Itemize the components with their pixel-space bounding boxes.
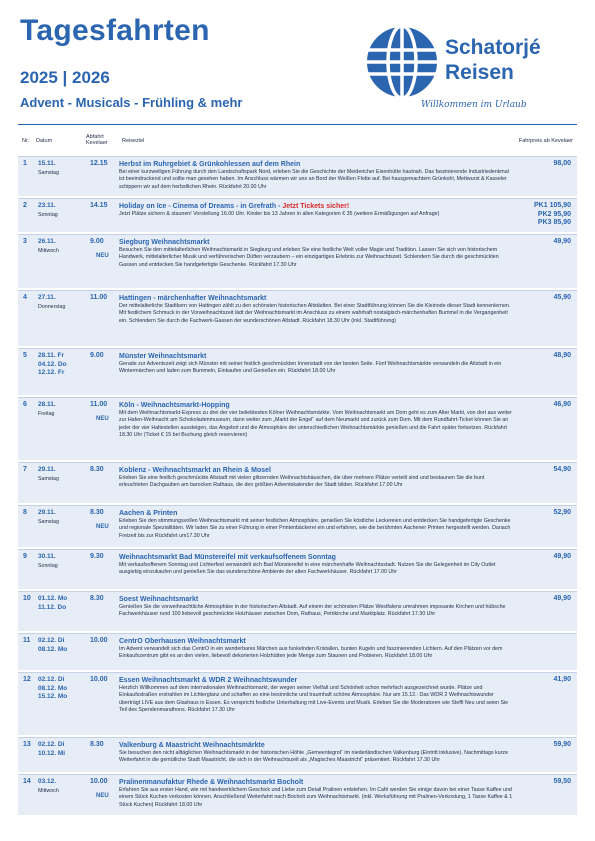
trip-date: 27.11. Donnerstag [38,294,66,310]
trip-description: Bei einer kurzweiligen Führung durch den Landschaftspark Nord, erleben Sie die Geschichte der Meidericher Eisenhütte hautnah. Das faszinierende Industriedenkmal ist beeindruckend und sollte man gesehen haben. Im Anschluss wärmen wir uns an Bord der Weißen Flotte auf. Bei hausgemachtem Grünkohl, Mettwurst & Kasseler schippern wir auf dem herbstlichen Rhein. Rückfahrt 20.00 Uhr [119,169,509,190]
trip-description: Mit dem Weihnachtsmarkt-Express zu drei der vier beliebtesten Kölner Weihnachtsmärkte. Vom Weihnachtsmarkt am Dom geht es zum Alter Markt, von dort aus weiter zur Hafen-Weihnacht am Schokoladenmuseum, dann weiter zum „Markt der Engel“ auf dem Neumarkt und zurück zum Dom. Mit dem Rundfahrt-Ticket können Sie an jeder der vier Haltestellen aussteigen, das Angebot und die Atmosphäre der unterschiedlichen Weihnachtsmärkte genießen und die Fahrt später fortsetzen. Rückfahrt 18.30 Uhr (Ticket € 15 bei Buchung gleich reservieren) [119,410,512,438]
col-preis: Fahrpreis ab Kevelaer [518,138,573,144]
trip-title: Aachen & Printen [119,510,178,517]
trip-body [119,294,513,325]
trip-title: Weihnachtsmarkt Bad Münstereifel mit verkaufsoffenem Sonntag [119,554,336,561]
trip-price: 49,90 [553,595,571,602]
trip-title: Essen Weihnachtsmarkt & WDR 2 Weihnachtswunder [119,677,298,684]
trip-body [119,553,513,577]
trip-table [18,156,577,817]
trip-date: 29.11. Samstag [38,509,59,525]
trip-description: Im Advent verwandelt sich das CentrO in ein wunderbares Märchen aus funkelnden Kristallen, bunten Kugeln und faszinierenden Lichtern. Auf den Plätzen vor dem Einkaufszentrum gibt es an den vielen, liebevoll dekorierten Holzhütten jede Menge zum Staunen und Probieren. Rückfahrt 18.00 Uhr [119,646,503,660]
col-datum: Datum [36,138,53,144]
departure-time: 11.00 [90,401,108,408]
trip-price: 54,90 [553,466,571,473]
trip-date: 02.12. Di 08.12. Mo 15.12. Mo [38,676,68,700]
page-title: Tagesfahrten [20,14,210,47]
trip-number: 6 [23,401,27,408]
trip-price: 46,90 [553,401,571,408]
trip-row [18,290,577,346]
trip-row [18,505,577,547]
trip-body [119,401,513,439]
new-badge: NEU [96,416,109,422]
col-reiseziel: Reiseziel [122,138,145,144]
trip-row [18,672,577,735]
new-badge: NEU [96,524,109,530]
trip-title: Herbst im Ruhrgebiet & Grünkohlessen auf dem Rhein [119,161,301,168]
trip-title: CentrO Oberhausen Weihnachtsmarkt [119,638,246,645]
trip-weekday: Samstag [38,518,59,525]
trip-number: 4 [23,294,27,301]
trip-description: Besuchen Sie den mittelalterlichen Weihnachtsmarkt in Siegburg und erleben Sie eine festliche Welt voller Magie und Tradition. Lassen Sie sich von historischem Handwerk, mittelalterlicher Musik und verführerischen Düften verzaubern – ein einzigartiges Erlebnis zur Weihnachtszeit. Schlendern Sie durch die geschmückten Gassen und entdecken Sie handgefertigte Geschenke. Rückfahrt 17.30 Uhr [119,247,499,268]
trip-date: 02.12. Di 10.12. Mi [38,741,66,757]
trip-weekday: Samstag [38,169,59,176]
departure-time: 14.15 [90,202,108,209]
trip-body [119,778,513,809]
trip-weekday: Donnerstag [38,303,66,310]
trip-date: 15.11. Samstag [38,160,59,176]
trip-body [119,595,513,619]
trip-weekday: Freitag [38,410,55,417]
trip-body [119,509,513,540]
col-nr: Nr. [22,138,30,144]
table-header [18,134,577,154]
trip-number: 9 [23,553,27,560]
trip-price: 59,90 [553,741,571,748]
trip-price: 98,00 [553,160,571,167]
trip-date: 03.12. Mittwoch [38,778,59,794]
trip-title: Münster Weihnachtsmarkt [119,353,207,360]
trip-body [119,637,513,661]
trip-title: Holiday on Ice - Cinema of Dreams - in Grefrath - Jetzt Tickets sicher! [119,203,350,210]
trip-body [119,238,513,269]
trip-weekday: Mittwoch [38,787,59,794]
new-badge: NEU [96,793,109,799]
trip-price: 49,90 [553,238,571,245]
trip-date: 02.12. Di 08.12. Mo [38,637,68,653]
col-abfahrt: Abfahrt Kevelaer [86,134,108,146]
departure-time: 10.00 [90,637,108,644]
trip-row [18,348,577,395]
trip-weekday: Mittwoch [38,247,59,254]
header-divider [18,124,577,125]
trip-description: Mit verkaufsoffenem Sonntag und Lichterfest verwandelt sich Bad Münstereifel in eine märchenhafte Weihnachtsstadt. Nutzen Sie die Gelegenheit im City Outlet ausgiebig einzukaufen und genießen Sie das wunderschöne Ambiente der alten Fachwerkhäuser. Rückfahrt 17.00 Uhr [119,562,496,576]
trip-date: 29.11. Samstag [38,466,59,482]
trip-body [119,352,513,376]
trip-title: Siegburg Weihnachtsmarkt [119,239,210,246]
trip-body [119,676,513,714]
trip-date: 01.12. Mo 11.12. Do [38,595,68,611]
trip-row [18,397,577,460]
trip-row [18,774,577,815]
trip-title: Soest Weihnachtsmarkt [119,596,199,603]
trip-number: 10 [23,595,31,602]
trip-description: Erleben Sie den stimmungsvollen Weihnachtsmarkt mit seiner festlichen Atmosphäre, genießen Sie köstliche Leckereien und entdecken Sie handgefertigte Geschenke und regionale Spezialitäten. Wir laden Sie zu einer Führung in einer Printenbäckerei ein und erfahren, wie die berühmten Aachener Printen hergestellt werden. Danach Freizeit bis zur Rückfahrt um17.30 Uhr [119,518,511,539]
trip-price: PK1 105,90 PK2 95,90 PK3 85,90 [534,202,571,226]
trip-row [18,462,577,503]
trip-description: Erleben Sie eine festlich geschmückte Altstadt mit vielen glitzernden Weihnachtshäuschen, die über mehrere Plätze verteilt sind und bestaunen Sie die bunt erleuchteten Dachgauben am barocken Rathaus, die den größten Adventskalender der Stadt bilden. Rückfahrt 17.00 Uhr [119,475,485,489]
subtitle: Advent - Musicals - Frühling & mehr [20,95,243,110]
new-badge: NEU [96,253,109,259]
trip-number: 12 [23,676,31,683]
brand-name-line2: Reisen [445,61,514,84]
trip-price: 59,50 [553,778,571,785]
departure-time: 10.00 [90,676,108,683]
trip-title: Hattingen - märchenhafter Weihnachtsmarkt [119,295,267,302]
departure-time: 9.30 [90,553,104,560]
trip-title: Valkenburg & Maastricht Weihnachtsmärkte [119,742,265,749]
trip-price: 45,90 [553,294,571,301]
trip-description: Der mittelalterliche Stadtkern von Hattingen zählt zu den schönsten historischen Altstädten. Bei einer Stadtführung können Sie die Kleinode dieser Stadt kennenlernen. Mit festlichem Schmuck in der Vorweihnachtszeit lädt der Weihnachtsmarkt im Anschluss zu einem wahrhaft nostalgisch-märchenhaften Bummel in die Vergangenheit ein. Schlendern Sie durch die Fachwerk-Gassen der wunderschönen Altstadt. Rückfahrt 18.30 Uhr (inkl. Stadtführung) [119,303,511,324]
trip-number: 5 [23,352,27,359]
trip-description: Genießen Sie die vorweihnachtliche Atmosphäre in der historischen Altstadt. Auf einem der schönsten Plätze Westfalens umrahmen imposante Kirchen und hübsche Fachwerkhäuser rund 100 liebevoll geschmückte Holzhäuser zwischen Dom, Rathaus, Petrikirche und Marktplatz. Rückfahrt 17.30 Uhr [119,604,506,618]
trip-row [18,234,577,288]
trip-price: 52,90 [553,509,571,516]
globe-logo-icon [362,22,442,102]
trip-weekday: Sonntag [38,211,58,218]
trip-description: Sie besuchen den nicht alltäglichen Weihnachtsmarkt in der historischen Höhle „Gemeentegrot“ im niederländischen Valkenburg (Eintritt inklusive). Nachmittags kurze Weiterfahrt in die gemütliche Stadt Maastricht, die sich in der Weihnachtszeit als „Magisches Maastricht“ präsentiert. Rückfahrt 17.30 Uhr [119,750,509,764]
trip-description: Herzlich Willkommen auf dem internationalen Weihnachtsmarkt, der wegen seiner Vielfalt und Schönheit schon mehrfach ausgezeichnet wurde. Plätze und Einkaufsstraßen erstrahlen im Lichterglanz und schaffen so eine besinnliche und traumhaft schöne Atmosphäre. Nur am 15.12.: Das WDR 2 Weihnachtswunder überträgt LIVE aus dem Glashaus in Essen. Es verspricht festliche Unterhaltung mit Live-Events und Musik. Erleben Sie die Moderatoren wie Steffi Neu und seien Sie Teil des Spendenmarathons. Rückfahrt 17.30 Uhr [119,685,509,713]
trip-price: 48,90 [553,352,571,359]
brand-name-line1: Schatorjé [445,36,541,59]
departure-time: 10.00 [90,778,108,785]
trip-body [119,741,513,765]
trip-row [18,198,577,232]
trip-body [119,160,513,191]
trip-title: Köln - Weihnachtsmarkt-Hopping [119,402,230,409]
trip-weekday: Sonntag [38,562,58,569]
years-heading: 2025 | 2026 [20,68,110,87]
trip-body [119,466,513,490]
trip-weekday: Samstag [38,475,59,482]
trip-number: 1 [23,160,27,167]
trip-date: 30.11. Sonntag [38,553,58,569]
trip-title: Koblenz - Weihnachtsmarkt an Rhein & Mosel [119,467,271,474]
trip-row [18,156,577,196]
departure-time: 9.00 [90,352,104,359]
trip-number: 13 [23,741,31,748]
trip-number: 2 [23,202,27,209]
departure-time: 8.30 [90,466,104,473]
trip-row [18,549,577,589]
departure-time: 12.15 [90,160,108,167]
trip-number: 14 [23,778,31,785]
trip-date: 28.11. Fr 04.12. Do 12.12. Fr [38,352,67,376]
ticket-alert: Jetzt Tickets sicher! [282,203,350,210]
trip-number: 7 [23,466,27,473]
trip-description: Erfahren Sie aus erster Hand, wie mit handwerklichem Geschick und Liebe zum Detail Pralinen entstehen. Im Café werden Sie einige davon bei einer Tasse Kaffee und einem Stück Kuchen verkosten können. Anschließend Weiterfahrt nach Bocholt zum Weihnachtsmarkt. (inkl. Werksführung mit Pralinen-Verkostung, 1 Tasse Kaffee & 1 Stück Kuchen) Rückfahrt 18.00 Uhr [119,787,513,808]
trip-number: 8 [23,509,27,516]
trip-description: Gerade zur Adventszeit zeigt sich Münster mit seiner festlich geschmückten Innenstadt von der besten Seite. Fünf Weihnachtsmärkte verwandeln die Altstadt in ein Wintermärchen und laden zum Bummeln, Einkaufen und Genießen ein. Rückfahrt 18.00 Uhr [119,361,502,375]
trip-row [18,633,577,670]
departure-time: 8.30 [90,509,104,516]
trip-date: 28.11. Freitag [38,401,56,417]
departure-time: 11.00 [90,294,108,301]
trip-row [18,737,577,772]
departure-time: 9.00 [90,238,104,245]
trip-price: 41,90 [553,676,571,683]
trip-number: 11 [23,637,31,644]
departure-time: 8.30 [90,595,104,602]
trip-number: 3 [23,238,27,245]
brand-slogan: Willkommen im Urlaub [421,100,527,110]
trip-price: 49,90 [553,553,571,560]
trip-title: Pralinenmanufaktur Rhede & Weihnachtsmarkt Bocholt [119,779,304,786]
departure-time: 8.30 [90,741,104,748]
trip-row [18,591,577,631]
trip-date: 23.11. Sonntag [38,202,58,218]
trip-description: Jetzt Plätze sichern & staunen! Vorstellung 16.00 Uhr. Kinder bis 13 Jahren in allen Kategorien € 35 (weitere Ermäßigungen auf Anfrage) [119,211,440,217]
trip-body [119,202,513,218]
trip-date: 26.11. Mittwoch [38,238,59,254]
